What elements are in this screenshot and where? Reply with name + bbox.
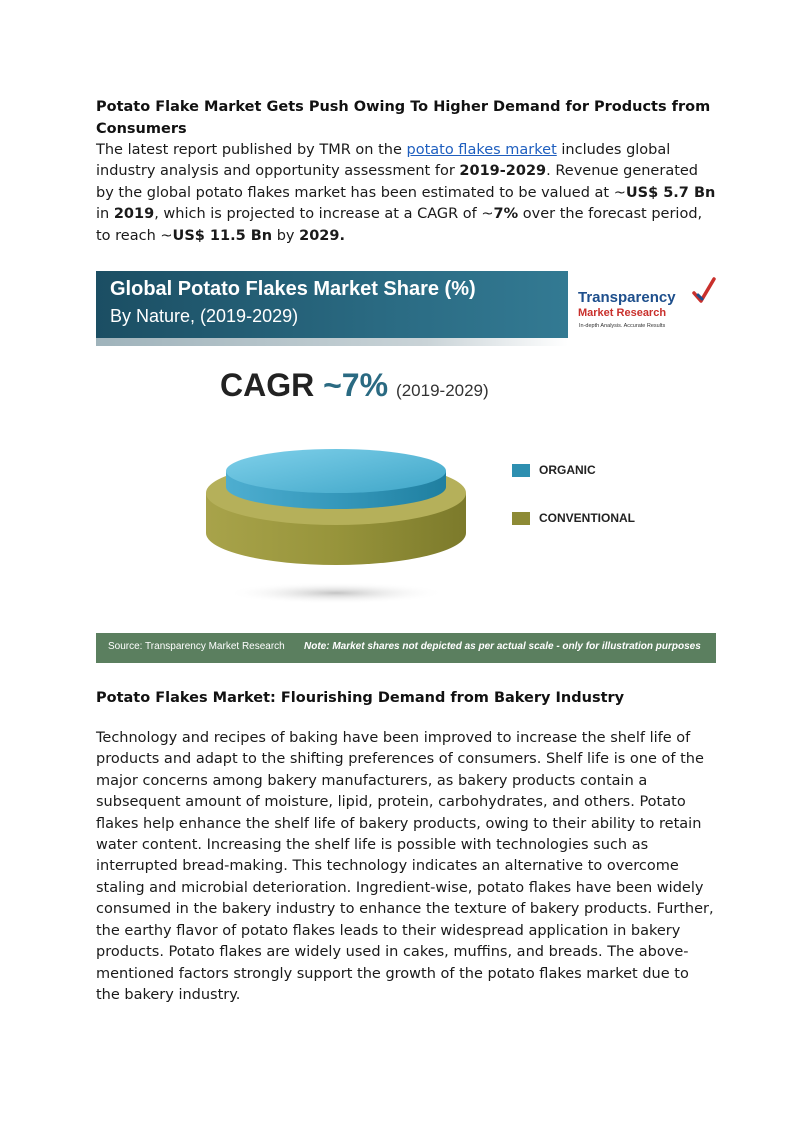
legend-organic-swatch bbox=[512, 464, 530, 477]
market-share-infographic bbox=[96, 271, 716, 667]
infographic-banner bbox=[96, 271, 568, 338]
logo-tagline: In-depth Analysis. Accurate Results bbox=[579, 323, 666, 330]
logo-name: Transparency bbox=[578, 289, 676, 307]
legend-conventional-label: CONVENTIONAL bbox=[539, 511, 635, 526]
section-body: Technology and recipes of baking have been improved to increase the shelf life of products and adapt to the shifting preferences of consumers. Shelf life is one of the major concerns among bakery manufacturers, as bakery products contain a subsequent amount of moisture, lipid, protein, carbohydrates, and others. Potato flakes help enhance the shelf life of bakery products, owing to their ability to retain water content. Increasing the shelf life is possible with technologies such as interrupted bread-making. This technology indicates an alternative to overcome staling and microbial deterioration. Ingredient-wise, potato flakes have been widely consumed in the bakery industry to enhance the texture of bakery products. Further, the earthy flavor of potato flakes leads to their widespread application in bakery products. Potato flakes are widely used in cakes, muffins, and breads. The above-mentioned factors strongly support the growth of the potato flakes market due to the bakery industry. bbox=[96, 730, 714, 1003]
cylinder-shadow bbox=[226, 582, 446, 604]
infographic-title: Global Potato Flakes Market Share (%) bbox=[110, 278, 476, 301]
intro-text-6: over the forecast period, to reach ~ bbox=[96, 206, 703, 244]
document-page bbox=[96, 96, 716, 1006]
intro-bold-value-2019: US$ 5.7 Bn bbox=[625, 184, 716, 201]
legend-organic-label: ORGANIC bbox=[539, 463, 596, 478]
infographic-footer bbox=[96, 633, 716, 663]
intro-text-4: in bbox=[96, 206, 114, 223]
potato-flakes-market-link[interactable]: potato flakes market bbox=[406, 142, 557, 158]
cagr-range: (2019-2029) bbox=[396, 381, 489, 401]
cagr-value: ~7% bbox=[323, 367, 389, 404]
article-heading: Potato Flake Market Gets Push Owing To Higher Demand for Products from Consumers bbox=[96, 99, 711, 137]
footer-source: Source: Transparency Market Research bbox=[108, 641, 285, 653]
footer-note: Note: Market shares not depicted as per actual scale - only for illustration purposes bbox=[304, 641, 701, 653]
intro-paragraph bbox=[96, 140, 716, 247]
banner-underline bbox=[96, 338, 568, 346]
logo-check-icon bbox=[692, 277, 716, 305]
section-heading: Potato Flakes Market: Flourishing Demand from Bakery Industry bbox=[96, 690, 625, 707]
intro-text-1: The latest report published by TMR on the bbox=[96, 142, 407, 158]
intro-text-7: by bbox=[272, 227, 300, 244]
cagr-label: CAGR bbox=[220, 367, 315, 404]
legend-conventional-swatch bbox=[512, 512, 530, 525]
tmr-logo bbox=[574, 273, 716, 341]
cagr-callout bbox=[220, 367, 489, 404]
organic-top bbox=[226, 449, 446, 493]
intro-bold-value-2029: US$ 11.5 Bn bbox=[172, 227, 273, 244]
intro-text-3: . Revenue generated by the global potato flakes market has been estimated to be valued at ~ bbox=[96, 163, 699, 201]
intro-bold-period: 2019-2029 bbox=[459, 163, 547, 180]
bakery-section bbox=[96, 687, 716, 1006]
intro-text-2: includes global industry analysis and opportunity assessment for bbox=[96, 142, 671, 180]
infographic-subtitle: By Nature, (2019-2029) bbox=[110, 306, 299, 327]
intro-bold-cagr: 7% bbox=[493, 206, 519, 223]
intro-bold-year-2029: 2029. bbox=[299, 227, 345, 244]
stacked-cylinder-chart bbox=[196, 421, 476, 621]
logo-sub: Market Research bbox=[578, 307, 667, 320]
intro-text-5: , which is projected to increase at a CAGR of ~ bbox=[154, 206, 494, 223]
intro-bold-year-2019: 2019 bbox=[113, 206, 155, 223]
